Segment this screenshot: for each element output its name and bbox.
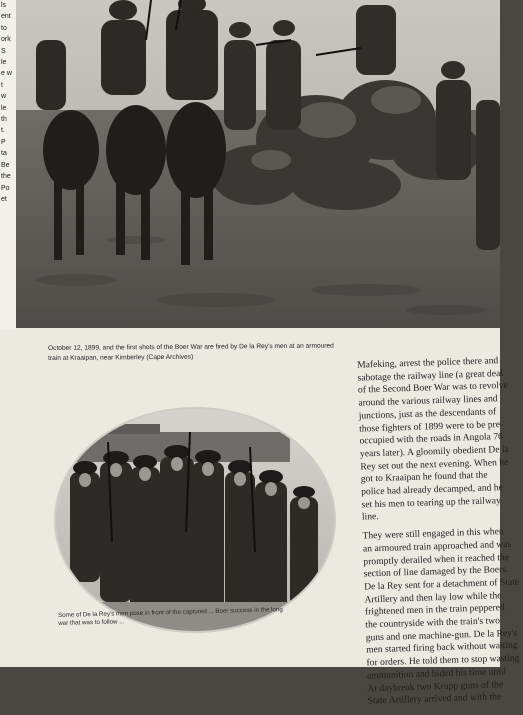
article-line: sabotage the railway line (a great deal (357, 367, 504, 384)
article-line: They were still engaged in this when (362, 526, 504, 542)
article-line: occupied with the roads in Angola 76 (359, 431, 504, 447)
oval-photograph (50, 402, 340, 642)
left-margin-fragment: e w (1, 70, 12, 78)
article-line: around the various railway lines and (358, 393, 498, 409)
left-margin-fragment: le (1, 104, 7, 112)
left-margin-fragment: et (1, 195, 7, 203)
left-margin-fragment: th (1, 116, 7, 124)
article-paragraph-2 (350, 526, 520, 709)
article-line: got to Kraaipan he found that the (360, 469, 488, 485)
boer-commando-group-illustration (50, 402, 340, 642)
left-margin-fragment: ork (1, 36, 11, 44)
boer-war-photo-illustration (16, 0, 500, 328)
left-margin-fragment: P (1, 138, 6, 146)
article-line: Rey set out the next evening. When he (360, 456, 509, 473)
article-paragraph-1 (345, 355, 510, 525)
article-line: frightened men in the train peppered (364, 602, 505, 618)
left-margin-fragment: w (1, 93, 7, 101)
oval-photo-caption: Some of De la Rey's men pose in front of the captured ... Boer success in the long war that was to follow ... (58, 606, 283, 628)
left-margin-fragment: the (1, 173, 11, 181)
article-line: At daybreak two Krupp guns of the (367, 678, 504, 695)
article-line: line. (361, 511, 379, 523)
left-margin-fragment: Be (1, 161, 10, 169)
article-line: promptly derailed when it reached the (363, 551, 510, 568)
left-margin-fragment: t. (1, 127, 5, 135)
top-photo-caption: October 12, 1899, and the first shots of the Boer War are fired by De la Rey's men at an armoured train at Kraaipan, near Kimberley (Cape Archives) (48, 342, 334, 362)
article-line: men started firing back without waiting (365, 640, 518, 656)
left-margin-fragment: le (1, 59, 7, 67)
left-margin-fragment: Po (1, 184, 10, 192)
article-line: ammunition and bided his time until (366, 665, 507, 682)
article-line: for orders. He told them to stop wasting (366, 652, 520, 669)
article-column (345, 355, 520, 715)
article-line: of the Second Boer War was to revolve (357, 380, 509, 397)
article-line: years later). A gloomily obedient De la (359, 443, 509, 460)
left-margin-fragment: S (1, 47, 6, 55)
left-margin-fragment: ls (1, 2, 7, 9)
article-line: Artillery and then lay low while the (364, 589, 502, 606)
left-margin-fragment: ent (1, 13, 11, 21)
left-margin-text (1, 0, 16, 205)
article-line: those fighters of 1899 were to be pre- (358, 418, 504, 435)
left-margin-fragment: t (1, 81, 3, 89)
article-line: State Artillery arrived and with the (367, 691, 502, 707)
article-line: an armoured train approached and was (362, 538, 512, 555)
left-margin-fragment: ta (1, 150, 7, 158)
article-line: guns and one machine-gun. De la Rey's (365, 627, 518, 644)
article-line: set his men to tearing up the railway (361, 494, 502, 511)
article-line: the countryside with the train's two (365, 615, 501, 631)
article-line: police had already decamped, and he (360, 482, 503, 498)
left-margin-strip (0, 0, 16, 330)
article-line: section of line damaged by the Boers. (363, 564, 509, 580)
article-line: Mafeking, arrest the police there and (356, 355, 499, 371)
article-line: junctions, just as the descendants of (358, 406, 497, 422)
left-margin-fragment: to (1, 24, 7, 32)
top-photograph (16, 0, 500, 328)
article-line: De la Rey sent for a detachment of State (363, 576, 520, 593)
